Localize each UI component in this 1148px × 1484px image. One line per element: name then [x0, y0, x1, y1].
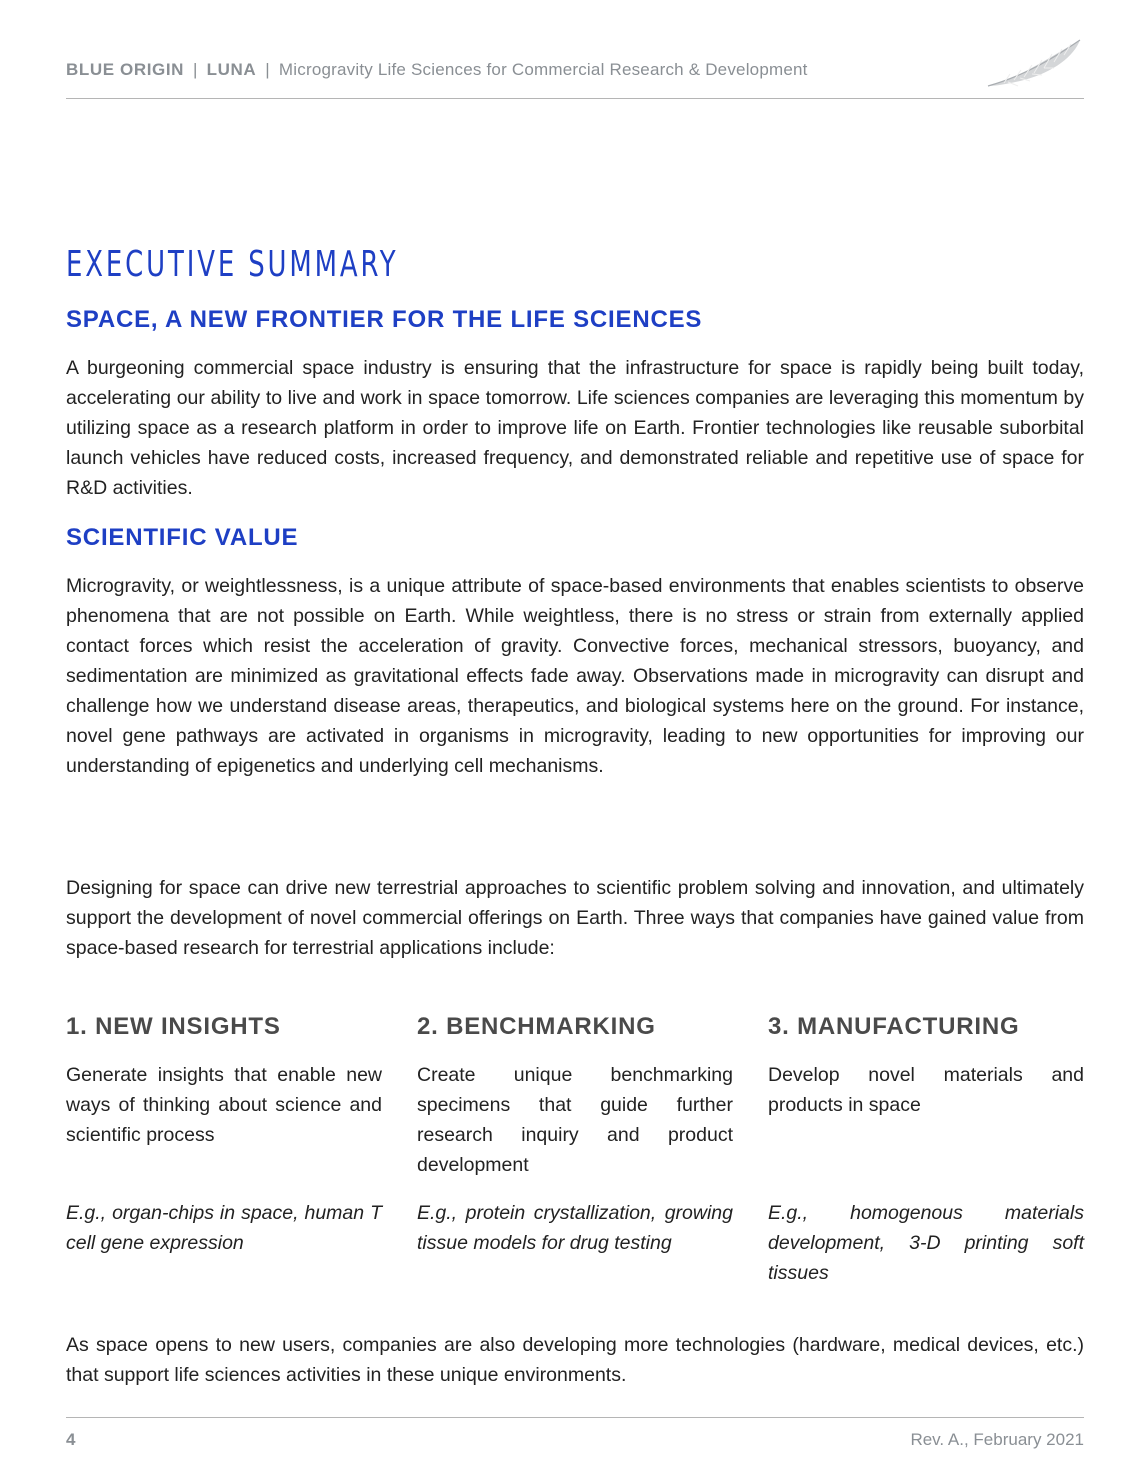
value-column-insights: [66, 1012, 382, 1254]
closing-paragraph: As space opens to new users, companies are also developing more technologies (hardware, medical devices, etc.) that support life sciences activities in these unique environments.: [66, 1334, 1084, 1386]
column-example: E.g., protein crystallization, growing tissue models for drug testing: [417, 1202, 733, 1254]
header-text: [66, 60, 808, 80]
section-body: Microgravity, or weightlessness, is a unique attribute of space-based environments that enables scientists to observe phenomena that are not possible on Earth. While weightless, there is no stress or strain from externally applied contact forces which resist the acceleration of gravity. Convective forces, mechanical stressors, buoyancy, and sedimentation are minimized as gravitational effects fade away. Observations made in microgravity can disrupt and challenge how we understand disease areas, therapeutics, and biological systems here on the ground. For instance, novel gene pathways are activated in organisms in microgravity, leading to new opportunities for improving our understanding of epigenetics and underlying cell mechanisms.: [66, 575, 1084, 777]
column-example: E.g., organ-chips in space, human T cell gene expression: [66, 1202, 382, 1254]
section-heading: SCIENTIFIC VALUE: [66, 524, 299, 551]
column-heading: 2. BENCHMARKING: [417, 1013, 656, 1040]
header-separator: |: [193, 60, 198, 79]
page-number: 4: [66, 1430, 76, 1449]
column-description: Develop novel materials and products in space: [768, 1064, 1084, 1116]
header-product: LUNA: [206, 60, 257, 79]
value-column-manufacturing: [768, 1012, 1084, 1284]
value-column-benchmarking: [417, 1012, 733, 1254]
header-separator: |: [265, 60, 270, 79]
column-description: Generate insights that enable new ways of thinking about science and scientific process: [66, 1064, 382, 1146]
section-body: A burgeoning commercial space industry is ensuring that the infrastructure for space is rapidly being built today, accelerating our ability to live and work in space tomorrow. Life sciences companies are leveraging this momentum by utilizing space as a research platform in order to improve life on Earth. Frontier technologies like reusable suborbital launch vehicles have reduced costs, increased frequency, and demonstrated reliable and repetitive use of space for R&D activities.: [66, 357, 1084, 499]
revision-label: Rev. A., February 2021: [910, 1430, 1084, 1449]
column-description: Create unique benchmarking specimens that guide further research inquiry and product development: [417, 1064, 733, 1176]
column-example: E.g., homogenous materials development, 3-D printing soft tissues: [768, 1202, 1084, 1284]
page-title: EXECUTIVE SUMMARY: [66, 244, 399, 285]
header-subtitle: Microgravity Life Sciences for Commercial Research & Development: [278, 60, 808, 79]
feather-icon: [984, 36, 1084, 92]
section-heading: SPACE, A NEW FRONTIER FOR THE LIFE SCIENCES: [66, 306, 703, 333]
column-heading: 3. MANUFACTURING: [768, 1013, 1020, 1040]
intro-paragraph: Designing for space can drive new terrestrial approaches to scientific problem solving and innovation, and ultimately support the development of novel commercial offerings on Earth. Three ways that companies have gained value from space-based research for terrestrial applications include:: [66, 877, 1084, 959]
header-brand: BLUE ORIGIN: [66, 60, 185, 79]
page-footer: [66, 1417, 1084, 1458]
column-heading: 1. NEW INSIGHTS: [66, 1013, 281, 1040]
page-header: [66, 58, 1084, 99]
